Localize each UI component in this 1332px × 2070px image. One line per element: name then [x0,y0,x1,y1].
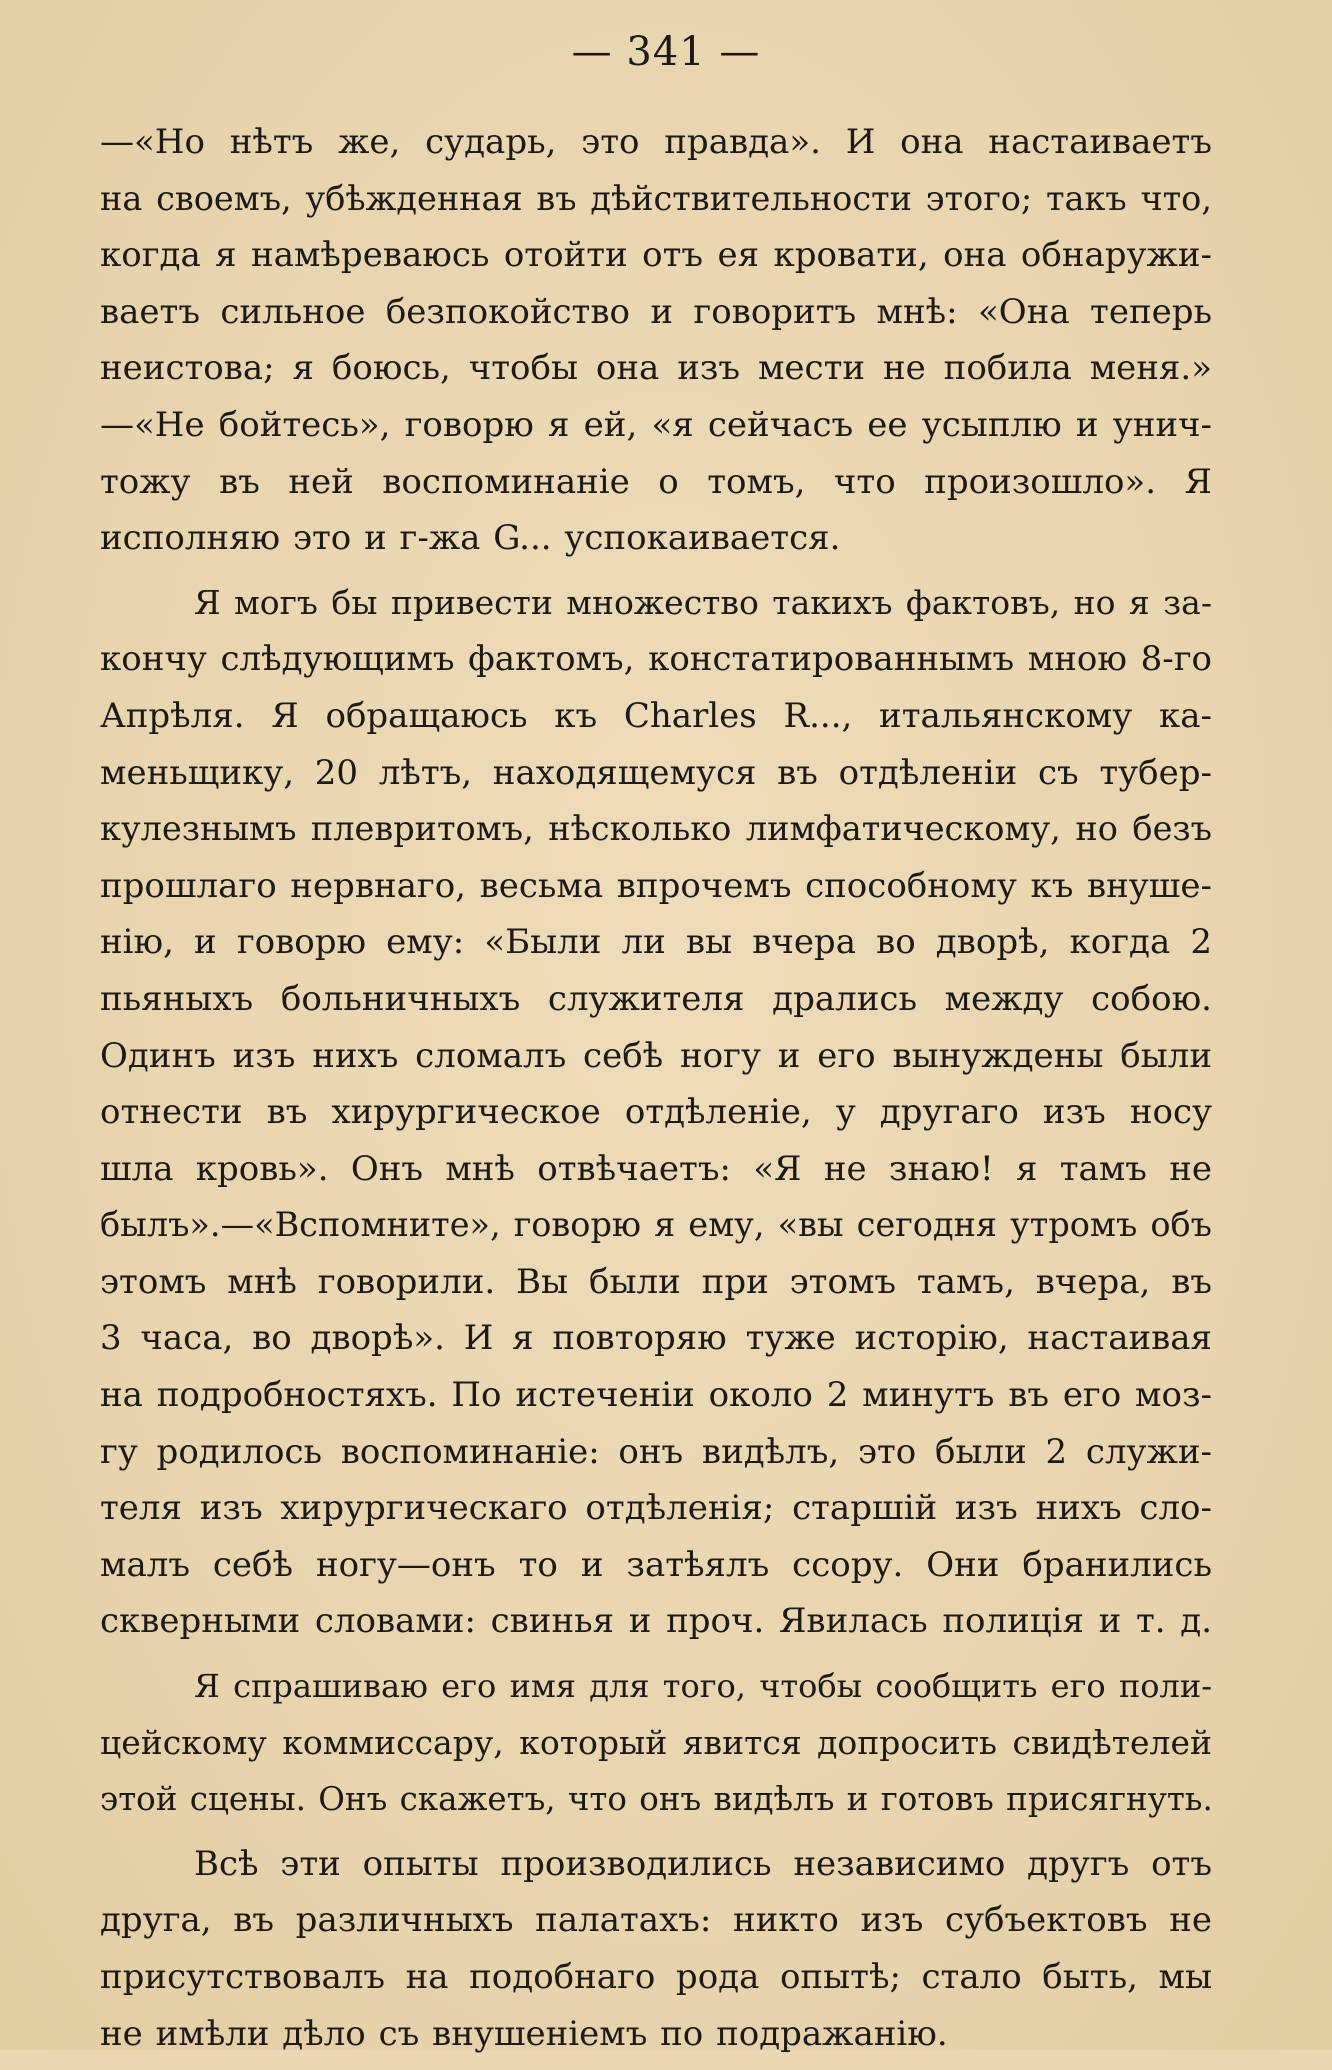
text-line: 3 часа, во дворѣ». И я повторяю туже исторію, настаивая [100,1318,1212,1359]
text-line: не имѣли дѣло съ внушеніемъ по подражанію. [100,2013,948,2054]
text-line: нію, и говорю ему: «Были ли вы вчера во дворѣ, когда 2 [100,922,1212,963]
text-line: на своемъ, убѣжденная въ дѣйствительности этого; такъ что, [100,178,1212,218]
text-line: кончу слѣдующимъ фактомъ, констатированнымъ мною 8-го [100,639,1212,680]
text-line: тожу въ ней воспоминаніе о томъ, что произошло». Я [100,461,1212,502]
text-line: на подробностяхъ. По истеченіи около 2 минутъ въ его моз- [100,1375,1212,1416]
text-line: Я спрашиваю его имя для того, чтобы сообщить его поли- [194,1667,1212,1706]
text-line: цейскому коммиссару, который явится допросить свидѣтелей [100,1722,1212,1762]
text-line: малъ себѣ ногу—онъ то и затѣялъ ссору. Они бранились [100,1544,1212,1585]
text-line: пьяныхъ больничныхъ служителя дрались между собою. [100,978,1212,1019]
text-line: Апрѣля. Я обращаюсь къ Charles R..., итальянскому ка- [100,695,1212,736]
text-line: этой сцены. Онъ скажетъ, что онъ видѣлъ и готовъ присягнуть. [100,1780,1213,1819]
text-line: Одинъ изъ нихъ сломалъ себѣ ногу и его вынуждены были [100,1035,1212,1076]
text-line: скверными словами: свинья и проч. Явилась полиція и т. д. [100,1601,1212,1642]
text-line: этомъ мнѣ говорили. Вы были при этомъ тамъ, вчера, въ [100,1261,1212,1302]
text-line: —«Но нѣтъ же, сударь, это правда». И она настаиваетъ [100,122,1212,162]
text-line: исполняю это и г-жа G... успокаивается. [100,518,841,559]
text-line: отнести въ хирургическое отдѣленіе, у другаго изъ носу [100,1092,1212,1133]
paragraph-2 [100,575,1212,1650]
text-line: присутствовалъ на подобнаго рода опытѣ; стало быть, мы [100,1957,1212,1997]
text-line: когда я намѣреваюсь отойти отъ ея кровати, она обнаружи- [100,235,1212,276]
paragraph-4 [100,1836,1212,2062]
text-line: шла кровь». Онъ мнѣ отвѣчаетъ: «Я не знаю! я тамъ не [100,1148,1212,1189]
paragraph-3 [100,1658,1212,1828]
paragraph-1 [100,114,1212,567]
text-line: былъ».—«Вспомните», говорю я ему, «вы сегодня утромъ объ [100,1205,1212,1245]
text-line: ваетъ сильное безпокойство и говоритъ мнѣ: «Она теперь [100,291,1212,332]
text-line: друга, въ различныхъ палатахъ: никто изъ субъектовъ не [100,1900,1212,1941]
text-line: —«Не бойтесь», говорю я ей, «я сейчасъ ее усыплю и унич- [100,404,1212,445]
text-line: гу родилось воспоминаніе: онъ видѣлъ, это были 2 служи- [100,1431,1212,1472]
text-line: кулезнымъ плевритомъ, нѣсколько лимфатическому, но безъ [100,809,1212,849]
text-line: неистова; я боюсь, чтобы она изъ мести не побила меня.» [100,348,1212,389]
body-text [100,114,1212,2070]
text-line: прошлаго нервнаго, весьма впрочемъ способному къ внуше- [100,865,1212,906]
page-number: — 341 — [571,29,761,75]
text-line: Я могъ бы привести множество такихъ фактовъ, но я за- [194,582,1212,622]
text-line: Всѣ эти опыты производились независимо другъ отъ [194,1843,1212,1884]
text-line: теля изъ хирургическаго отдѣленія; старшій изъ нихъ сло- [100,1488,1212,1529]
text-line: меньщику, 20 лѣтъ, находящемуся въ отдѣленіи съ тубер- [100,752,1212,793]
